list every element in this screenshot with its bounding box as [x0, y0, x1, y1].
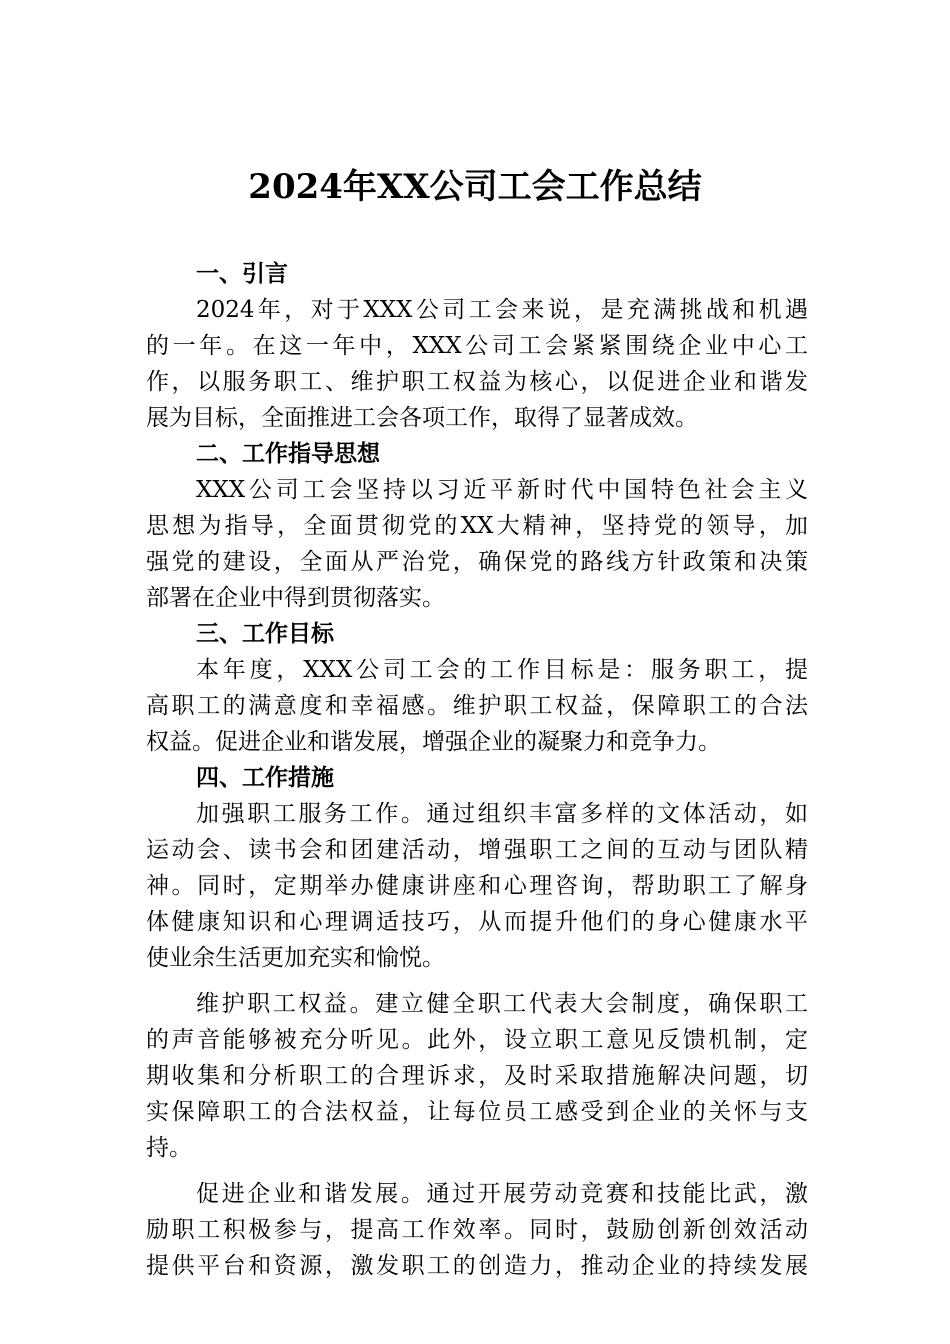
paragraph-line: 部署在企业中得到贯彻落实。 — [146, 585, 445, 611]
paragraph-line: 思想为指导，全面贯彻党的XX大精神，坚持党的领导，加 — [146, 513, 808, 539]
paragraph-line: 强党的建设，全面从严治党，确保党的路线方针政策和决策 — [146, 549, 808, 575]
paragraph-measures-service — [146, 796, 808, 976]
paragraph-spacer — [146, 1166, 808, 1176]
paragraph-line: XXX公司工会坚持以习近平新时代中国特色社会主义 — [196, 477, 808, 503]
paragraph-line: 的一年。在这一年中，XXX公司工会紧紧围绕企业中心工 — [146, 333, 808, 359]
section-heading-goals: 三、工作目标 — [196, 621, 334, 647]
document-body — [146, 256, 808, 1284]
paragraph-intro — [146, 292, 808, 436]
paragraph-line: 运动会、读书会和团建活动，增强职工之间的互动与团队精 — [146, 837, 808, 863]
section-heading-intro: 一、引言 — [196, 261, 288, 287]
paragraph-line: 维护职工权益。建立健全职工代表大会制度，确保职工 — [196, 991, 808, 1017]
paragraph-line: 2024年，对于XXX公司工会来说，是充满挑战和机遇 — [196, 297, 808, 323]
paragraph-line: 本年度，XXX公司工会的工作目标是：服务职工，提 — [196, 657, 808, 683]
paragraph-line: 使业余生活更加充实和愉悦。 — [146, 945, 445, 971]
paragraph-line: 加强职工服务工作。通过组织丰富多样的文体活动，如 — [196, 801, 808, 827]
paragraph-goals — [146, 652, 808, 760]
paragraph-line: 高职工的满意度和幸福感。维护职工权益，保障职工的合法 — [146, 693, 808, 719]
paragraph-line: 期收集和分析职工的合理诉求，及时采取措施解决问题，切 — [146, 1063, 808, 1089]
paragraph-line: 提供平台和资源，激发职工的创造力，推动企业的持续发展 — [146, 1253, 808, 1279]
paragraph-line: 作，以服务职工、维护职工权益为核心，以促进企业和谐发 — [146, 369, 808, 395]
paragraph-guidance — [146, 472, 808, 616]
paragraph-line: 权益。促进企业和谐发展，增强企业的凝聚力和竞争力。 — [146, 729, 721, 755]
paragraph-spacer — [146, 976, 808, 986]
section-heading-measures: 四、工作措施 — [196, 765, 334, 791]
paragraph-line: 的声音能够被充分听见。此外，设立职工意见反馈机制，定 — [146, 1027, 808, 1053]
paragraph-measures-harmony — [146, 1176, 808, 1284]
paragraph-measures-rights — [146, 986, 808, 1166]
paragraph-line: 促进企业和谐发展。通过开展劳动竞赛和技能比武，激 — [196, 1181, 808, 1207]
section-heading-guidance: 二、工作指导思想 — [196, 441, 380, 467]
document-title: 2024年XX公司工会工作总结 — [248, 167, 702, 207]
paragraph-line: 展为目标，全面推进工会各项工作，取得了显著成效。 — [146, 405, 698, 431]
paragraph-line: 体健康知识和心理调适技巧，从而提升他们的身心健康水平 — [146, 909, 808, 935]
paragraph-line: 神。同时，定期举办健康讲座和心理咨询，帮助职工了解身 — [146, 873, 808, 899]
paragraph-line: 励职工积极参与，提高工作效率。同时，鼓励创新创效活动 — [146, 1217, 808, 1243]
paragraph-line: 实保障职工的合法权益，让每位员工感受到企业的关怀与支 — [146, 1099, 808, 1125]
paragraph-line: 持。 — [146, 1135, 192, 1161]
